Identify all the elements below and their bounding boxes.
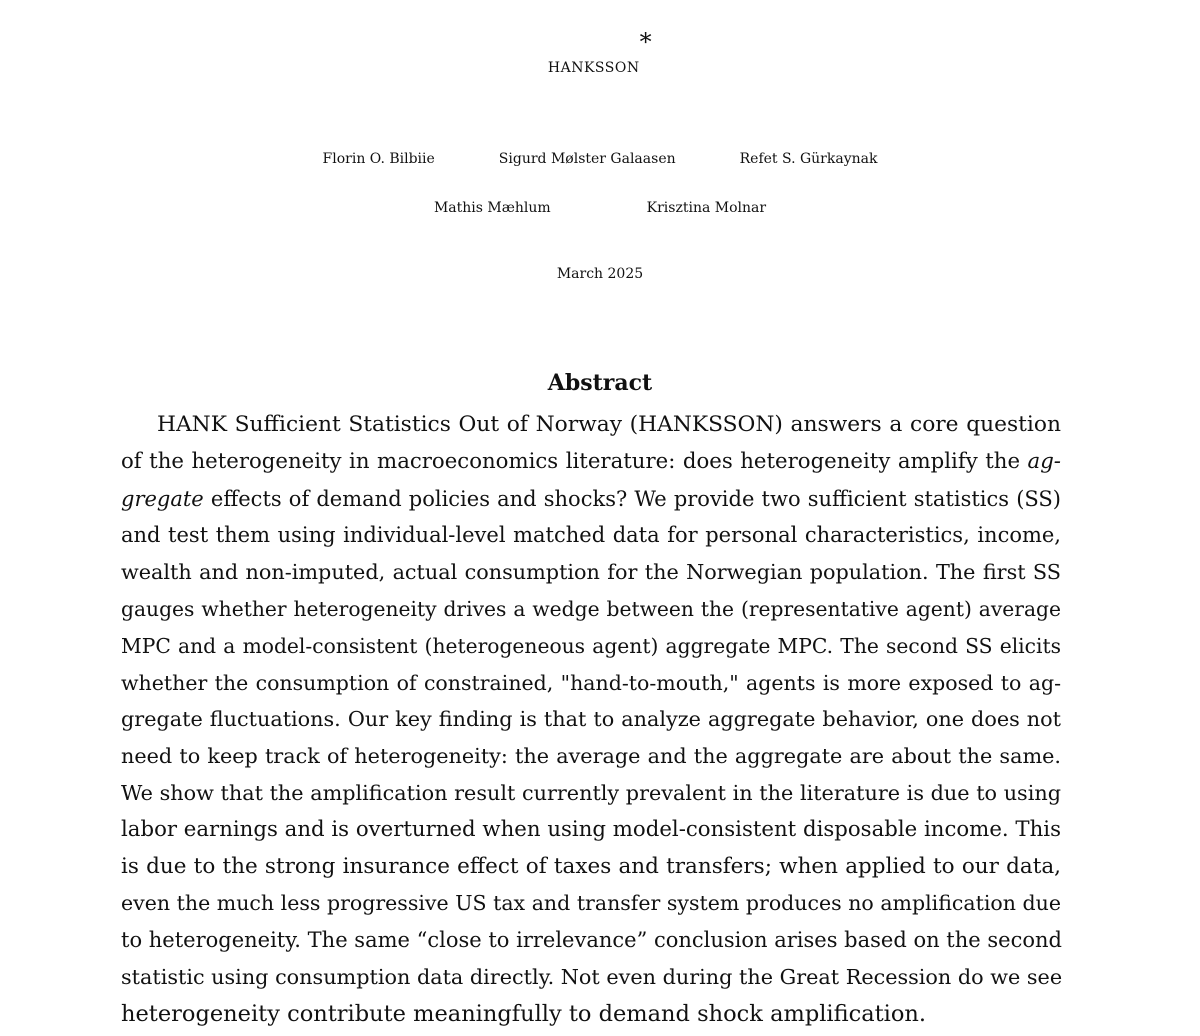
abstract-line: heterogeneity contribute meaningfully to demand shock amplification.	[121, 1000, 927, 1027]
paper-date: March 2025	[556, 266, 644, 282]
abstract-line: statistic using consumption data directly. Not even during the Great Recession do we see	[121, 964, 1063, 989]
italic-word: ag-	[1027, 448, 1061, 474]
abstract-line: whether the consumption of constrained, "hand-to-mouth," agents is more exposed to ag-	[121, 670, 1061, 695]
author-name: Mathis Mæhlum	[433, 200, 551, 216]
author-name: Refet S. Gürkaynak	[739, 151, 878, 167]
italic-word: gregate	[121, 486, 204, 511]
abstract-line: wealth and non-imputed, actual consumption for the Norwegian population. The first SS	[121, 560, 1061, 585]
authors-row-1	[0, 137, 1200, 181]
author-name: Sigurd Mølster Galaasen	[498, 151, 676, 167]
title-text: HANKSSON	[547, 60, 640, 76]
authors-row-2	[0, 186, 1200, 230]
abstract-line: to heterogeneity. The same “close to irrelevance” conclusion arises based on the second	[121, 928, 1062, 953]
abstract-line-text: effects of demand policies and shocks? We provide two sufficient statistics (SS)	[210, 486, 1061, 511]
abstract-line: gauges whether heterogeneity drives a wedge between the (representative agent) average	[121, 596, 1061, 621]
abstract-heading: Abstract	[547, 370, 653, 396]
abstract-line: We show that the amplification result currently prevalent in the literature is due to using	[121, 780, 1061, 805]
abstract-line: and test them using individual-level matched data for personal characteristics, income,	[121, 523, 1061, 548]
abstract-line	[121, 481, 1061, 518]
abstract-line: gregate fluctuations. Our key finding is that to analyze aggregate behavior, one does not	[121, 707, 1061, 732]
abstract-line: even the much less progressive US tax and transfer system produces no amplification due	[121, 891, 1061, 916]
abstract-line: labor earnings and is overturned when using model-consistent disposable income. This	[121, 816, 1061, 842]
abstract-line: is due to the strong insurance effect of taxes and transfers; when applied to our data,	[121, 853, 1061, 879]
abstract-line: need to keep track of heterogeneity: the average and the aggregate are about the same.	[121, 744, 1061, 769]
author-name: Krisztina Molnar	[646, 200, 767, 216]
title-footnote-mark: *	[639, 28, 653, 56]
abstract-line: HANK Sufficient Statistics Out of Norway (HANKSSON) answers a core question	[157, 412, 1061, 437]
abstract-body	[121, 407, 1061, 1033]
author-name: Florin O. Bilbiie	[322, 151, 435, 167]
abstract-line-text: of the heterogeneity in macroeconomics literature: does heterogeneity amplify the	[121, 448, 1021, 474]
paper-title	[0, 28, 1200, 98]
abstract-line: MPC and a model-consistent (heterogeneous agent) aggregate MPC. The second SS elicits	[121, 633, 1061, 658]
abstract-line	[121, 444, 1061, 481]
